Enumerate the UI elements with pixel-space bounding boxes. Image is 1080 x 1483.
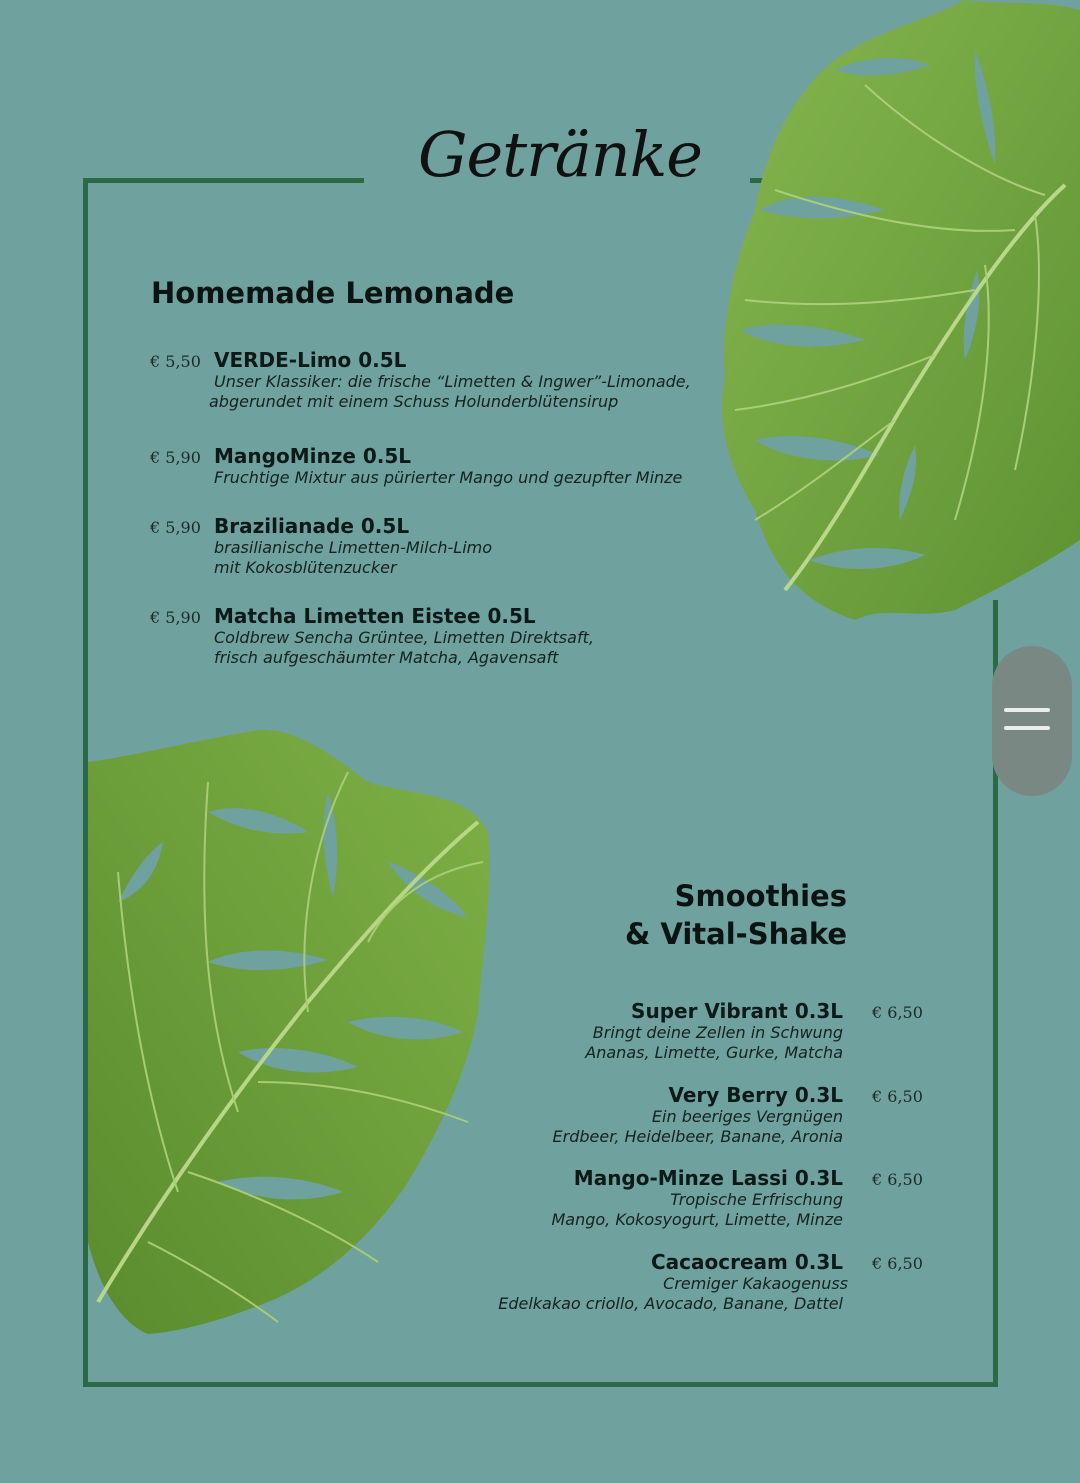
menu-item-super-vibrant	[423, 999, 843, 1063]
item-description: Unser Klassiker: die frische “Limetten & Ingwer”-Limonade, abgerundet mit einem Schuss Holunderblütensirup	[209, 372, 691, 411]
item-price: € 5,90	[150, 518, 201, 537]
item-description: brasilianische Limetten-Milch-Limo mit Kokosblütenzucker	[214, 538, 493, 577]
section-title-lemonade: Homemade Lemonade	[151, 276, 515, 310]
item-description: Ein beeriges Vergnügen	[651, 1107, 843, 1126]
item-description: Tropische Erfrischung	[670, 1190, 843, 1209]
section-title-smoothies: Smoothies & Vital-Shake	[625, 879, 847, 951]
item-price: € 5,90	[150, 448, 201, 467]
side-menu-handle[interactable]	[992, 646, 1072, 796]
item-name: Very Berry 0.3L	[668, 1083, 843, 1107]
menu-item-very-berry	[423, 1083, 843, 1147]
item-name: Brazilianade 0.5L	[214, 514, 410, 538]
item-description: Coldbrew Sencha Grüntee, Limetten Direktsaft, frisch aufgeschäumter Matcha, Agavensaft	[214, 628, 594, 667]
item-price: € 6,50	[872, 1003, 923, 1022]
item-name: VERDE-Limo 0.5L	[214, 348, 407, 372]
item-name: Mango-Minze Lassi 0.3L	[573, 1166, 843, 1190]
item-description: Bringt deine Zellen in Schwung	[592, 1023, 843, 1042]
item-ingredients: Erdbeer, Heidelbeer, Banane, Aronia	[552, 1127, 843, 1146]
item-description: Fruchtige Mixtur aus pürierter Mango und gezupfter Minze	[214, 468, 683, 487]
monstera-leaf-icon	[715, 0, 1080, 630]
item-name: Super Vibrant 0.3L	[631, 999, 843, 1023]
frame-top-left	[83, 178, 364, 183]
item-price: € 5,90	[150, 608, 201, 627]
menu-item-mango-minze-lassi	[423, 1166, 843, 1230]
item-price: € 6,50	[872, 1087, 923, 1106]
item-price: € 6,50	[872, 1170, 923, 1189]
item-ingredients: Ananas, Limette, Gurke, Matcha	[585, 1043, 843, 1062]
item-price: € 5,50	[150, 352, 201, 371]
item-price: € 6,50	[872, 1254, 923, 1273]
item-name: Matcha Limetten Eistee 0.5L	[214, 604, 536, 628]
item-name: MangoMinze 0.5L	[214, 444, 412, 468]
page-title: Getränke	[418, 118, 702, 191]
item-ingredients: Mango, Kokosyogurt, Limette, Minze	[551, 1210, 843, 1229]
frame-bottom	[83, 1382, 998, 1387]
item-ingredients: Edelkakao criollo, Avocado, Banane, Dattel	[498, 1294, 843, 1313]
item-name: Cacaocream 0.3L	[650, 1250, 843, 1274]
item-description: Cremiger Kakaogenuss	[663, 1274, 848, 1293]
menu-item-cacaocream	[423, 1250, 848, 1314]
